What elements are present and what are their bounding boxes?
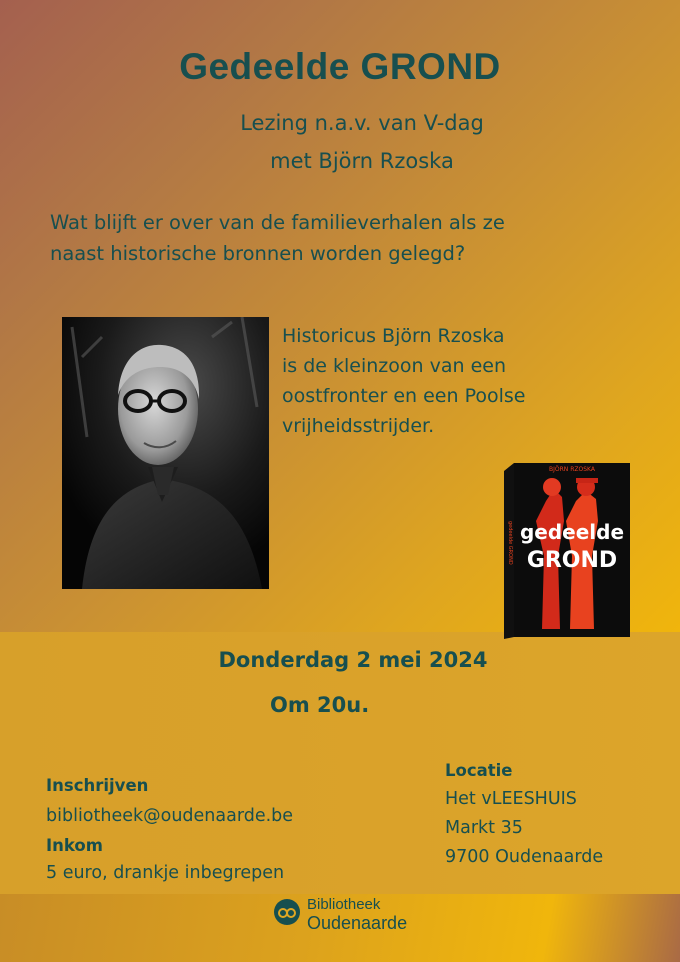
intro-line: Wat blijft er over van de familieverhalen als ze — [50, 211, 505, 234]
location-city: 9700 Oudenaarde — [445, 847, 604, 867]
bio-line: is de kleinzoon van een — [282, 355, 506, 377]
book-title-line2: GROND — [526, 548, 618, 573]
bio-line: vrijheidsstrijder. — [282, 415, 435, 437]
event-time: Om 20u. — [270, 693, 370, 717]
portrait-illustration — [62, 317, 269, 589]
logo-line2: Oudenaarde — [307, 913, 408, 933]
intro-line: naast historische bronnen worden gelegd? — [50, 242, 466, 265]
book-title-line1: gedeelde — [519, 520, 625, 544]
library-logo-text — [307, 896, 407, 932]
book-author: BJÖRN RZOSKA — [549, 466, 595, 473]
bio-line: oostfronter en een Poolse — [282, 385, 526, 407]
speaker-bio — [282, 321, 612, 441]
book-spine-text: gedeelde GROND — [507, 521, 513, 565]
logo-line1: Bibliotheek — [307, 896, 381, 913]
location-venue: Het vLEESHUIS — [445, 789, 577, 809]
fee-label: Inkom — [46, 836, 103, 855]
location-label: Locatie — [445, 761, 513, 780]
location-street: Markt 35 — [445, 818, 523, 838]
library-logo-icon — [272, 897, 302, 927]
fee-text: 5 euro, drankje inbegrepen — [46, 863, 285, 883]
intro-question — [50, 207, 650, 269]
subtitle-speaker: met Björn Rzoska — [270, 149, 454, 173]
library-logo — [272, 897, 302, 935]
registration-email-link[interactable]: bibliotheek@oudenaarde.be — [46, 806, 294, 826]
bio-line: Historicus Björn Rzoska — [282, 325, 505, 347]
speaker-portrait — [62, 317, 269, 589]
subtitle-lecture: Lezing n.a.v. van V-dag — [240, 111, 484, 135]
poster-title: Gedeelde GROND — [179, 46, 501, 87]
event-date: Donderdag 2 mei 2024 — [218, 648, 488, 672]
book-cover — [500, 461, 632, 639]
registration-label: Inschrijven — [46, 776, 149, 795]
